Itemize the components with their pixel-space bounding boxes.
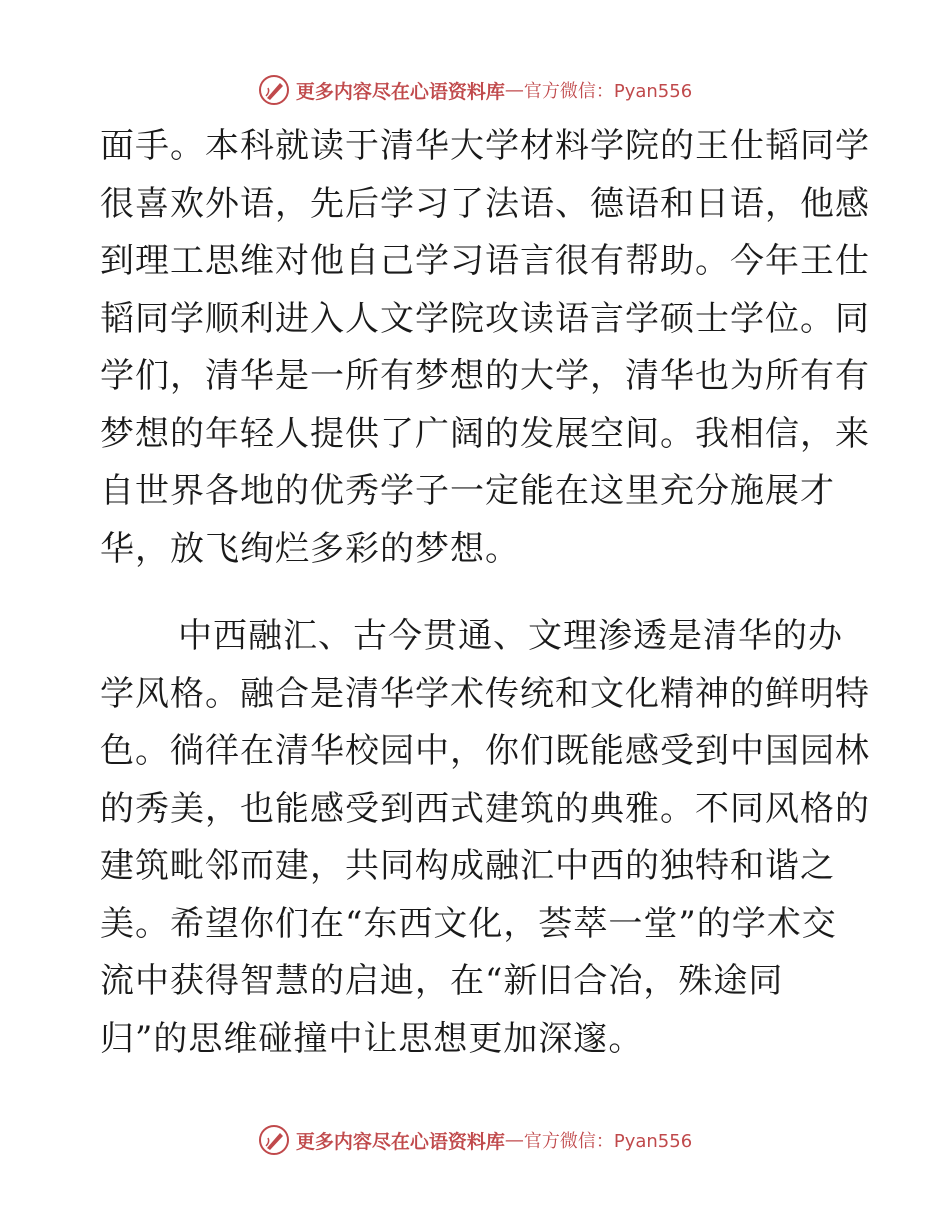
- text-line: 学们，清华是一所有梦想的大学，清华也为所有有: [100, 356, 870, 396]
- text-line: 归”的思维碰撞中让思想更加深邃。: [100, 1018, 644, 1059]
- paragraph-gap: [100, 578, 860, 608]
- quill-seal-icon: [258, 1124, 290, 1156]
- footer-watermark: [0, 1120, 950, 1160]
- text-line: 中西融汇、古今贯通、文理渗透是清华的办: [178, 616, 843, 656]
- banner-wechat-text: 官方微信：Pyan556: [523, 1131, 693, 1152]
- paragraph-1: [100, 118, 870, 578]
- text-line: 面手。本科就读于清华大学材料学院的王仕韬同学: [100, 126, 870, 166]
- text-line: 学风格。融合是清华学术传统和文化精神的鲜明特: [100, 673, 870, 714]
- header-watermark: [0, 70, 950, 110]
- text-line: 建筑毗邻而建，共同构成融汇中西的独特和谐之: [100, 846, 835, 886]
- text-line: 到理工思维对他自己学习语言很有帮助。今年王仕: [100, 241, 870, 281]
- banner-brand-text: 更多内容尽在心语资料库: [295, 1130, 505, 1153]
- paragraph-2: [100, 608, 870, 1068]
- text-line: 美。希望你们在“东西文化，荟萃一堂”的学术交: [100, 903, 837, 944]
- text-line: 自世界各地的优秀学子一定能在这里充分施展才: [100, 471, 835, 511]
- banner-brand-text: 更多内容尽在心语资料库: [295, 80, 505, 103]
- text-line: 韬同学顺利进入人文学院攻读语言学硕士学位。同: [100, 298, 870, 339]
- text-line: 的秀美，也能感受到西式建筑的典雅。不同风格的: [100, 788, 870, 829]
- text-line: 色。徜徉在清华校园中，你们既能感受到中国园林: [100, 731, 870, 771]
- document-body: [100, 118, 870, 1068]
- quill-seal-icon: [258, 74, 290, 106]
- text-line: 流中获得智慧的启迪，在“新旧合冶，殊途同: [100, 961, 784, 1001]
- banner-separator: —: [504, 79, 524, 101]
- text-line: 华，放飞绚烂多彩的梦想。: [100, 528, 520, 569]
- text-line: 梦想的年轻人提供了广阔的发展空间。我相信，来: [100, 413, 870, 454]
- banner-separator: —: [504, 1129, 524, 1151]
- text-line: 很喜欢外语，先后学习了法语、德语和日语，他感: [100, 183, 870, 224]
- banner-wechat-text: 官方微信：Pyan556: [523, 81, 693, 102]
